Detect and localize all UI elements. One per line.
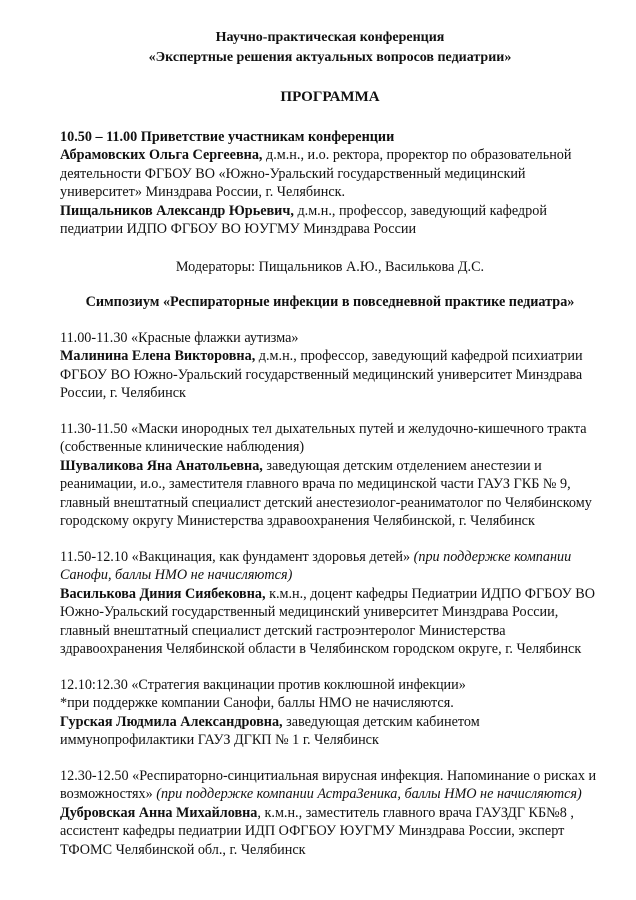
opening-block (60, 128, 600, 239)
speaker-details: д.м.н., профессор, заведующий кафедрой педиатрии ИДПО ФГБОУ ВО ЮУГМУ Минздрава России (60, 202, 547, 237)
speaker-name: Василькова Диния Сиябековна, (60, 585, 266, 602)
speaker-details: д.м.н., профессор, заведующий кафедрой психиатрии ФГБОУ ВО Южно-Уральский государственный медицинский университет Минздрава России, г. Челябинск (60, 348, 583, 401)
speaker-name: Шуваликова Яна Анатольевна, (60, 457, 263, 474)
talk-title (60, 676, 600, 695)
talk-block (60, 329, 600, 403)
speaker-name: Гурская Людмила Александровна, (60, 713, 283, 730)
moderators: Модераторы: Пищальников А.Ю., Василькова Д.С. (175, 258, 485, 275)
speaker-details: к.м.н., доцент кафедры Педиатрии ИДПО ФГБОУ ВО Южно-Уральский государственный медицинский университет Минздрава России, главный внештатный специалист детский гастроэнтеролог Министерства здравоохранения Челябинской области в Челябинском городском округе, г. Челябинск (60, 585, 595, 657)
talk-title (60, 329, 600, 348)
speaker-name: Дубровская Анна Михайловна (60, 804, 258, 821)
speaker-details: заведующая детским отделением анестезии и реанимации, и.о., заместителя главного врача по медицинской части ГАУЗ ГКБ № 9, главный внештатный специалист детский анестезиолог-реаниматолог по Челябинскому городскому округу Министерства здравоохранения Челябинской, г. Челябинск (60, 457, 592, 529)
talk-title (60, 767, 600, 804)
talk-time-title: 11.30-11.50 «Маски инородных тел дыхательных путей и желудочно-кишечного тракта (собственные клинические наблюдения) (60, 420, 587, 455)
talk-time-title: 11.50-12.10 «Вакцинация, как фундамент здоровья детей» (60, 548, 411, 565)
speaker-entry (60, 804, 600, 860)
sponsor-note: *при поддержке компании Санофи, баллы НМО не начисляются. (60, 695, 454, 711)
speaker-entry (60, 146, 600, 202)
conference-title: «Экспертные решения актуальных вопросов педиатрии» (148, 50, 512, 65)
speaker-entry (60, 585, 600, 659)
symposium-title: Симпозиум «Респираторные инфекции в повседневной практике педиатра» (85, 294, 575, 310)
talk-time-title: 12.30-12.50 «Респираторно-синцитиальная вирусная инфекция. Напоминание о рисках и возможностях» (60, 767, 597, 802)
speaker-entry (60, 457, 600, 531)
speaker-entry (60, 713, 600, 750)
sponsor-note: (при поддержке компании АстраЗеника, баллы НМО не начисляются) (152, 786, 582, 802)
speaker-details: , к.м.н., заместитель главного врача ГАУЗДГ КБ№8 , ассистент кафедры педиатрии ИДП ОФГБОУ ЮУГМУ Минздрава России, эксперт ТФОМС Челябинской обл., г. Челябинск (60, 804, 574, 858)
talk-title (60, 420, 600, 457)
speaker-name: Абрамовских Ольга Сергеевна, (60, 147, 263, 163)
speaker-details: заведующая детским кабинетом иммунопрофилактики ГАУЗ ДГКП № 1 г. Челябинск (60, 713, 480, 748)
talk-block (60, 548, 600, 659)
speaker-name: Малинина Елена Викторовна, (60, 348, 256, 364)
speaker-entry (60, 347, 600, 403)
talk-time-title: 12.10:12.30 «Стратегия вакцинации против коклюшной инфекции» (60, 676, 466, 693)
talk-time-title: 11.00-11.30 «Красные флажки аутизма» (60, 329, 299, 346)
program-heading: ПРОГРАММА (280, 89, 380, 105)
talk-block (60, 420, 600, 531)
speaker-details: д.м.н., и.о. ректора, проректор по образовательной деятельности ФГБОУ ВО «Южно-Уральский государственный медицинский университет» Минздрава России, г. Челябинск. (60, 147, 572, 200)
talk-block (60, 767, 600, 860)
talk-block (60, 676, 600, 750)
speaker-entry (60, 202, 600, 239)
talk-title (60, 548, 600, 585)
sponsor-note: (при поддержке компании Санофи, баллы НМО не начисляются) (60, 548, 572, 583)
speaker-name: Пищальников Александр Юрьевич, (60, 202, 294, 219)
opening-time-title: 10.50 – 11.00 Приветствие участникам конференции (60, 128, 395, 145)
conference-type: Научно-практическая конференция (215, 30, 445, 45)
